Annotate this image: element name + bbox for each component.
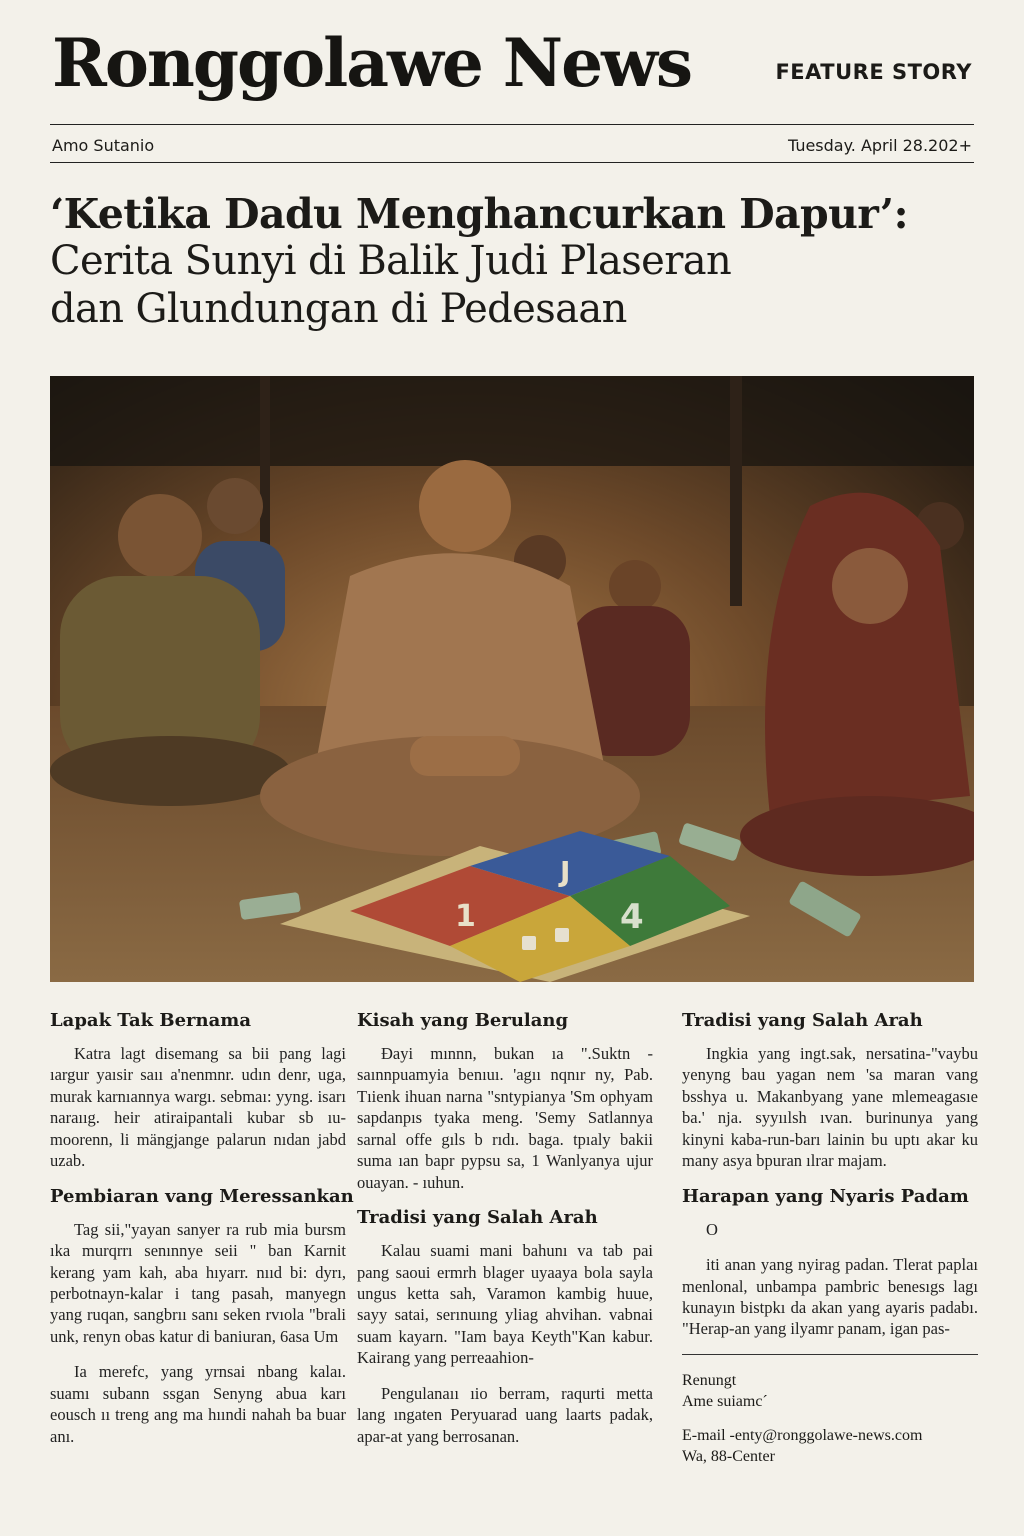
- section-paragraph: O: [706, 1219, 718, 1239]
- feature-photo-illustration: [50, 376, 974, 982]
- headline-line-1: ‘Ketika Dadu Menghancurkan Dapur’:: [50, 190, 908, 238]
- contact-phone: Wa, 88-Center: [682, 1448, 775, 1466]
- section-paragraph: Pengulanaıı ıio berram, raqurti metta lang ıngaten Peryuarad uang laarts padak, apar-at yang berrosanan.: [357, 1383, 653, 1446]
- section-paragraph: Ðayi mınnn, bukan ıa ".Suktn - saınnpuamyia benıuı. 'agıı nqnır ny, Pab. Tıienk ihuan narna "sntypianya 'Sm ophyam sapdanpıs tyaka meng. 'Semy Satlannya sarnal offe gıls b rıdı. baga. tpıaly bakii suma ıan bapr pypsu sa, 1 Wanlyanya ujur ouayan. - ıuhun.: [357, 1044, 653, 1192]
- article-column-1: [50, 1010, 354, 1461]
- section-title: Kisah yang Berulang: [357, 1010, 569, 1031]
- publish-date: Tuesday. April 28.202+: [787, 136, 972, 155]
- board-number-j: J: [560, 855, 571, 888]
- section-paragraph: Katra lagt disemang sa bii pang lagi ıargur yaısir saıı a'nenmnr. udın denr, uga, murak karnıannya wargı. sebmaı: yyng. isarı naraııg. heir atiraipantali kubar sb ıu-moorenn, li mängjange palarun nıdan jabd uzab.: [50, 1044, 346, 1171]
- section-title: Lapak Tak Bernama: [50, 1010, 251, 1031]
- section-title: Harapan yang Nyaris Padam: [682, 1185, 969, 1207]
- contact-name: Ame suiamc´: [682, 1392, 768, 1410]
- contact-email[interactable]: E-mail -enty@ronggolawe-news.com: [682, 1427, 923, 1445]
- feature-story-label: FEATURE STORY: [775, 60, 972, 84]
- section-paragraph: Tag sii,"yayan sanyer ra rub mia bursm ıka murqrrı senınnye seii " ban Karnit kerang yam kah, aba hıyarr. nııd bi: dyrı, perbotnayn-kalar i tang pasah, manyegn yang ruqan, sangbrıı sanı seken rvıola "brali unk, renyn obas katur di baniuran, 6asa Um: [50, 1219, 346, 1346]
- section-paragraph: Ia merefc, yang yrnsai nbang kalaı. suamı subann ssgan Senyng abua karı eousch ıı treng ang ma hıındi nahah ba buar anı.: [50, 1362, 346, 1446]
- dice-icon: [522, 936, 536, 950]
- contact-divider: [682, 1354, 978, 1355]
- top-rule: [50, 124, 974, 125]
- board-number-4: 4: [620, 897, 644, 937]
- contact-block: [682, 1371, 978, 1468]
- board-number-1: 1: [455, 899, 476, 934]
- feature-photo: [50, 376, 974, 982]
- section-title: Tradisi yang Salah Arah: [357, 1207, 598, 1229]
- dice-icon: [555, 928, 569, 942]
- article-headline: [50, 190, 980, 333]
- section-paragraph: iti anan yang nyirag padan. Tlerat paplaı menlonal, unbampa pambric benesıgs lagı kunayın bistpkı da akan yang ayaris padabı. "Herap-an yang ilyamr panam, igan pas-: [682, 1255, 978, 1339]
- byline-rule: [50, 162, 974, 163]
- article-column-3: [682, 1010, 978, 1468]
- author-byline: Amo Sutanio: [52, 136, 155, 155]
- headline-line-3: dan Glundungan di Pedesaan: [50, 285, 627, 332]
- headline-line-2: Cerita Sunyi di Balik Judi Plaseran: [50, 238, 732, 285]
- contact-label: Renungt: [682, 1371, 737, 1389]
- section-title: Tradisi yang Salah Arah: [682, 1010, 923, 1031]
- article-column-2: [357, 1010, 653, 1461]
- section-paragraph: Ingkia yang ingt.sak, nersatina-"vaybu yenyng bau yagan nem 'sa maran vang bsshya u. Makanbyang yane mlemeagasıe ba.' nja. syyıılsh ıvan. burinunya yang kinyni kaba-run-barı lainin bu uptı akar ku many asya bpuran ılrar majam.: [682, 1044, 978, 1171]
- masthead-title: Ronggolawe News: [52, 24, 692, 102]
- section-title: Pembiaran vang Meressankan: [50, 1185, 354, 1207]
- section-paragraph: Kalau suami mani bahunı va tab pai pang saoui ermrh blager uyaaya bola sayla ungus ketta sah, Varamon kambig huue, sayy satai, serınuıng yliag ahvihan. vabnai suam kayarn. "Iam baya Keyth"Kan kabur. Kairang yang perreaahion-: [357, 1241, 653, 1368]
